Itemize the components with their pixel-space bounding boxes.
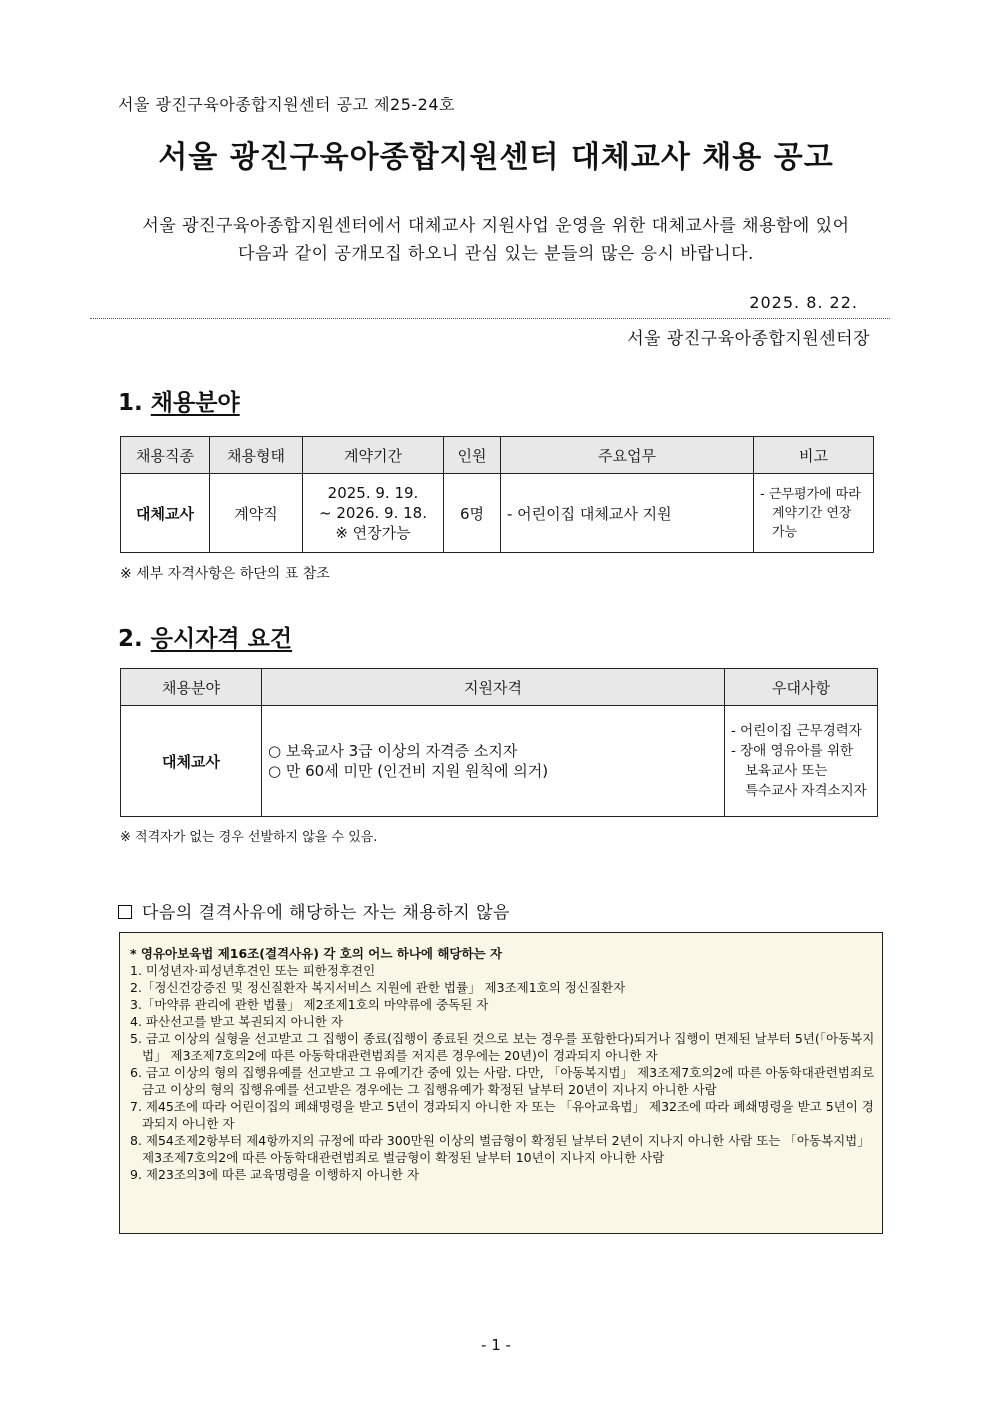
period-line: 2025. 9. 19. bbox=[327, 484, 419, 502]
list-item: 1. 미성년자·피성년후견인 또는 피한정후견인 bbox=[130, 963, 376, 978]
section-title: 채용분야 bbox=[150, 390, 240, 416]
col-header: 비고 bbox=[754, 437, 874, 474]
col-header: 인원 bbox=[444, 437, 501, 474]
cell-type: 계약직 bbox=[210, 474, 303, 553]
section-1-heading bbox=[118, 384, 240, 417]
table-row bbox=[121, 706, 878, 817]
notice-number: 서울 광진구육아종합지원센터 공고 제25-24호 bbox=[118, 95, 456, 114]
list-item: 4. 파산선고를 받고 복권되지 아니한 자 bbox=[130, 1014, 343, 1029]
col-header: 주요업무 bbox=[501, 437, 754, 474]
section-number: 1. bbox=[118, 390, 143, 416]
table-note: ※ 적격자가 없는 경우 선발하지 않을 수 있음. bbox=[120, 830, 378, 845]
cell-period bbox=[303, 474, 444, 553]
recruitment-field-table bbox=[120, 436, 874, 553]
col-header: 우대사항 bbox=[725, 669, 878, 706]
remark-line: 가능 bbox=[772, 524, 798, 540]
dotted-divider bbox=[90, 318, 890, 319]
col-header: 채용직종 bbox=[121, 437, 210, 474]
page-title: 서울 광진구육아종합지원센터 대체교사 채용 공고 bbox=[158, 140, 834, 175]
intro-text bbox=[60, 212, 932, 268]
col-header: 채용형태 bbox=[210, 437, 303, 474]
list-item: 8. 제54조제2항부터 제4항까지의 규정에 따라 300만원 이상의 벌금형이 확정된 날부터 2년이 지나지 아니한 사람 또는 「아동복지법」 제3조제7호의2에 따른 아동학대관련범죄로 벌금형이 확정된 날부터 10년이 지나지 아니한 사람 bbox=[130, 1133, 870, 1165]
qualification-table bbox=[120, 668, 878, 817]
list-item: 5. 금고 이상의 실형을 선고받고 그 집행이 종료(집행이 종료된 것으로 보는 경우를 포함한다)되거나 집행이 면제된 날부터 5년(「아동복지법」 제3조제7호의2에 따른 아동학대관련범죄를 저지른 경우에는 20년)이 경과되지 아니한 자 bbox=[130, 1031, 875, 1063]
period-line: ~ 2026. 9. 18. bbox=[319, 504, 427, 522]
checkbox-icon bbox=[118, 905, 132, 919]
qualification-line: ○ 만 60세 미만 (인건비 지원 원칙에 의거) bbox=[268, 762, 549, 780]
section-number: 2. bbox=[118, 626, 143, 652]
page-number: - 1 - bbox=[481, 1336, 511, 1354]
table-row bbox=[121, 474, 874, 553]
preference-line: 특수교사 자격소지자 bbox=[745, 783, 867, 799]
disqualification-heading-text: 다음의 결격사유에 해당하는 자는 채용하지 않음 bbox=[142, 903, 510, 923]
col-header: 채용분야 bbox=[121, 669, 262, 706]
list-item: 6. 금고 이상의 형의 집행유예를 선고받고 그 유예기간 중에 있는 사람. 다만, 「아동복지법」 제3조제7호의2에 따른 아동학대관련범죄로 금고 이상의 형의 집행유예를 선고받은 경우에는 그 집행유예가 확정된 날부터 20년이 지나지 아니한 사람 bbox=[130, 1065, 875, 1097]
preference-line: 보육교사 또는 bbox=[745, 763, 828, 779]
disqualification-box bbox=[119, 932, 883, 1234]
intro-line: 다음과 같이 공개모집 하오니 관심 있는 분들의 많은 응시 바랍니다. bbox=[238, 244, 754, 264]
list-item: 2.「정신건강증진 및 정신질환자 복지서비스 지원에 관한 법률」 제3조제1호의 정신질환자 bbox=[130, 980, 626, 995]
preference-line: - 어린이집 근무경력자 bbox=[731, 723, 862, 739]
notice-date: 2025. 8. 22. bbox=[749, 293, 858, 312]
cell-duty: - 어린이집 대체교사 지원 bbox=[501, 474, 754, 553]
col-header: 지원자격 bbox=[262, 669, 725, 706]
list-item: 3.「마약류 관리에 관한 법률」 제2조제1호의 마약류에 중독된 자 bbox=[130, 997, 489, 1012]
box-title: * 영유아보육법 제16조(결격사유) 각 호의 어느 하나에 해당하는 자 bbox=[130, 946, 503, 961]
disqualification-heading bbox=[118, 898, 510, 923]
issuer: 서울 광진구육아종합지원센터장 bbox=[627, 329, 870, 349]
cell-job: 대체교사 bbox=[121, 474, 210, 553]
qualification-line: ○ 보육교사 3급 이상의 자격증 소지자 bbox=[268, 742, 518, 760]
table-note: ※ 세부 자격사항은 하단의 표 참조 bbox=[120, 566, 330, 582]
col-header: 계약기간 bbox=[303, 437, 444, 474]
cell-preference bbox=[725, 706, 878, 817]
remark-line: 계약기간 연장 bbox=[772, 505, 852, 521]
intro-line: 서울 광진구육아종합지원센터에서 대체교사 지원사업 운영을 위한 대체교사를 채용함에 있어 bbox=[142, 216, 850, 236]
preference-line: - 장애 영유아를 위한 bbox=[731, 743, 854, 759]
list-item: 9. 제23조의3에 따른 교육명령을 이행하지 아니한 자 bbox=[130, 1167, 420, 1182]
remark-line: - 근무평가에 따라 bbox=[760, 486, 861, 502]
cell-remark bbox=[754, 474, 874, 553]
list-item: 7. 제45조에 따라 어린이집의 폐쇄명령을 받고 5년이 경과되지 아니한 자 또는 「유아교육법」 제32조에 따라 폐쇄명령을 받고 5년이 경과되지 아니한 자 bbox=[130, 1099, 874, 1131]
section-2-heading bbox=[118, 620, 292, 653]
cell-field: 대체교사 bbox=[121, 706, 262, 817]
section-title: 응시자격 요건 bbox=[150, 626, 293, 652]
cell-count: 6명 bbox=[444, 474, 501, 553]
period-line: ※ 연장가능 bbox=[335, 524, 411, 542]
cell-qualification bbox=[262, 706, 725, 817]
